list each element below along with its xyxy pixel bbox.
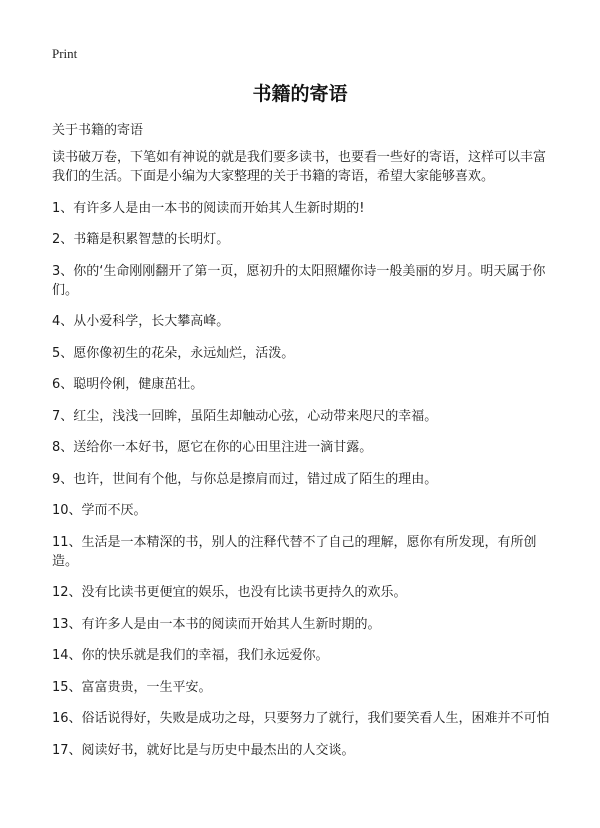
intro-paragraph: 读书破万卷，下笔如有神说的就是我们要多读书，也要看一些好的寄语，这样可以丰富我们的生活。下面是小编为大家整理的关于书籍的寄语，希望大家能够喜欢。 bbox=[52, 150, 547, 184]
list-item: 7、红尘，浅浅一回眸，虽陌生却触动心弦，心动带来咫尺的幸福。 bbox=[52, 408, 438, 424]
list-item: 12、没有比读书更便宜的娱乐，也没有比读书更持久的欢乐。 bbox=[52, 585, 407, 600]
list-item: 10、学而不厌。 bbox=[52, 503, 147, 518]
list-item: 2、书籍是积累智慧的长明灯。 bbox=[52, 232, 230, 247]
list-item: 17、阅读好书，就好比是与历史中最杰出的人交谈。 bbox=[52, 742, 355, 758]
list-item: 1、有许多人是由一本书的阅读而开始其人生新时期的! bbox=[52, 200, 365, 216]
page-subtitle: 关于书籍的寄语 bbox=[52, 123, 144, 138]
list-item: 14、你的快乐就是我们的幸福，我们永远爱你。 bbox=[52, 648, 329, 663]
list-item: 13、有许多人是由一本书的阅读而开始其人生新时期的。 bbox=[52, 616, 381, 632]
article-body bbox=[52, 148, 556, 772]
list-item: 4、从小爱科学，长大攀高峰。 bbox=[52, 314, 230, 329]
list-item: 3、你的‘生命刚刚翻开了第一页，愿初升的太阳照耀你诗一般美丽的岁月。明天属于你们。 bbox=[52, 263, 546, 298]
list-item: 9、也许，世间有个他，与你总是擦肩而过，错过成了陌生的理由。 bbox=[52, 471, 438, 487]
list-item: 11、生活是一本精深的书，别人的注释代替不了自己的理解，愿你有所发现，有所创造。 bbox=[52, 534, 537, 569]
list-item: 5、愿你像初生的花朵，永远灿烂，活泼。 bbox=[52, 345, 295, 361]
list-item: 16、俗话说得好，失败是成功之母，只要努力了就行，我们要笑看人生，困难并不可怕 bbox=[52, 711, 550, 726]
list-item: 15、富富贵贵，一生平安。 bbox=[52, 679, 212, 695]
list-item: 8、送给你一本好书，愿它在你的心田里注进一滴甘露。 bbox=[52, 440, 373, 455]
print-link[interactable]: Print bbox=[52, 46, 78, 61]
page-title: 书籍的寄语 bbox=[252, 83, 348, 105]
list-item: 6、聪明伶俐，健康茁壮。 bbox=[52, 377, 204, 392]
